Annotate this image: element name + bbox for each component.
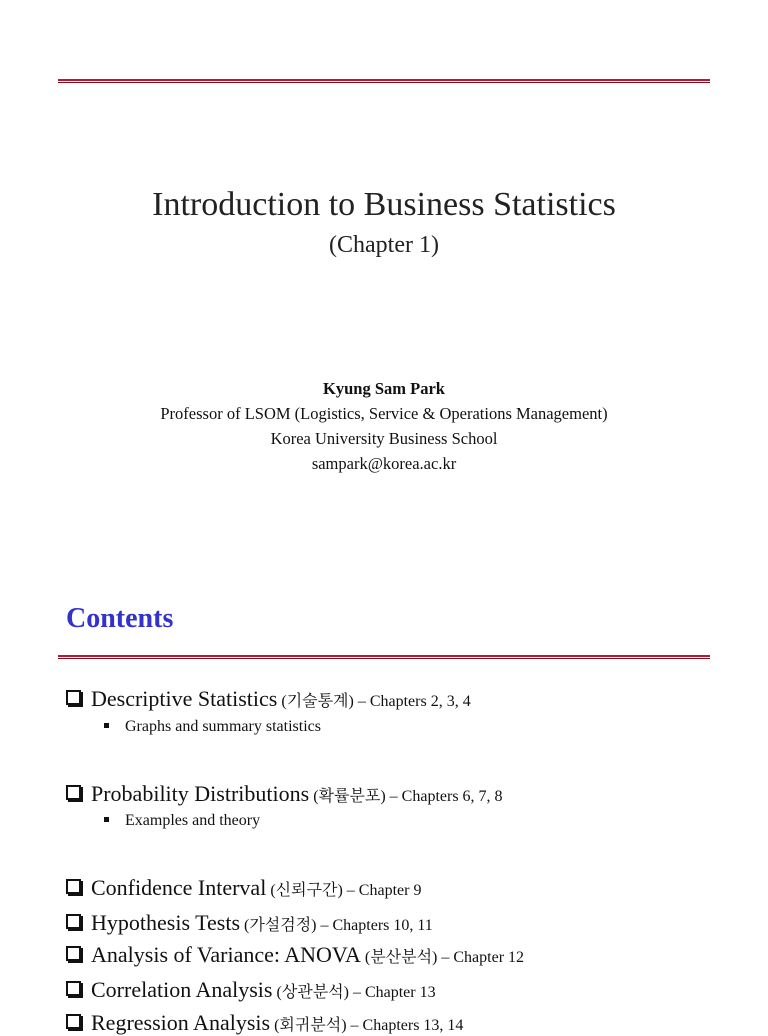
item-detail: (신뢰구간) – Chapter 9: [270, 882, 422, 899]
item-title: Regression Analysis: [91, 1010, 271, 1035]
item-detail: (가설검정) – Chapters 10, 11: [244, 917, 433, 934]
contents-heading: Contents: [66, 603, 174, 634]
sub-item: [104, 812, 260, 830]
page-subtitle: (Chapter 1): [329, 232, 439, 258]
list-item: [66, 875, 421, 901]
checkbox-bullet-icon: [66, 981, 81, 996]
list-item: [66, 910, 433, 936]
author-block: [0, 376, 768, 476]
item-detail: (기술통계) – Chapters 2, 3, 4: [281, 693, 471, 710]
square-bullet-icon: [104, 723, 109, 728]
checkbox-bullet-icon: [66, 914, 81, 929]
sub-item-label: Graphs and summary statistics: [125, 718, 321, 735]
item-detail: (상관분석) – Chapter 13: [276, 984, 436, 1001]
author-email: sampark@korea.ac.kr: [311, 454, 457, 473]
page-title: Introduction to Business Statistics: [152, 186, 616, 223]
item-detail: (분산분석) – Chapter 12: [364, 949, 525, 966]
checkbox-bullet-icon: [66, 879, 81, 894]
item-detail: (회귀분석) – Chapters 13, 14: [274, 1017, 464, 1034]
checkbox-bullet-icon: [66, 1014, 81, 1029]
author-position: Professor of LSOM (Logistics, Service & Operations Management): [160, 404, 608, 423]
list-item: [66, 977, 436, 1003]
top-rule: [58, 79, 710, 83]
author-name: Kyung Sam Park: [323, 379, 445, 398]
author-school: Korea University Business School: [270, 429, 498, 448]
list-item: [66, 686, 471, 712]
list-item: [66, 1010, 463, 1036]
list-item: [66, 781, 503, 807]
list-item: [66, 942, 524, 968]
item-title: Analysis of Variance: ANOVA: [91, 942, 361, 967]
square-bullet-icon: [104, 817, 109, 822]
contents-rule: [58, 655, 710, 659]
item-title: Confidence Interval: [91, 875, 267, 900]
item-title: Hypothesis Tests: [91, 910, 241, 935]
item-title: Descriptive Statistics: [91, 686, 278, 711]
sub-item: [104, 718, 321, 736]
checkbox-bullet-icon: [66, 690, 81, 705]
item-title: Probability Distributions: [91, 781, 310, 806]
item-detail: (확률분포) – Chapters 6, 7, 8: [313, 788, 503, 805]
sub-item-label: Examples and theory: [125, 812, 261, 829]
checkbox-bullet-icon: [66, 946, 81, 961]
checkbox-bullet-icon: [66, 785, 81, 800]
item-title: Correlation Analysis: [91, 977, 273, 1002]
